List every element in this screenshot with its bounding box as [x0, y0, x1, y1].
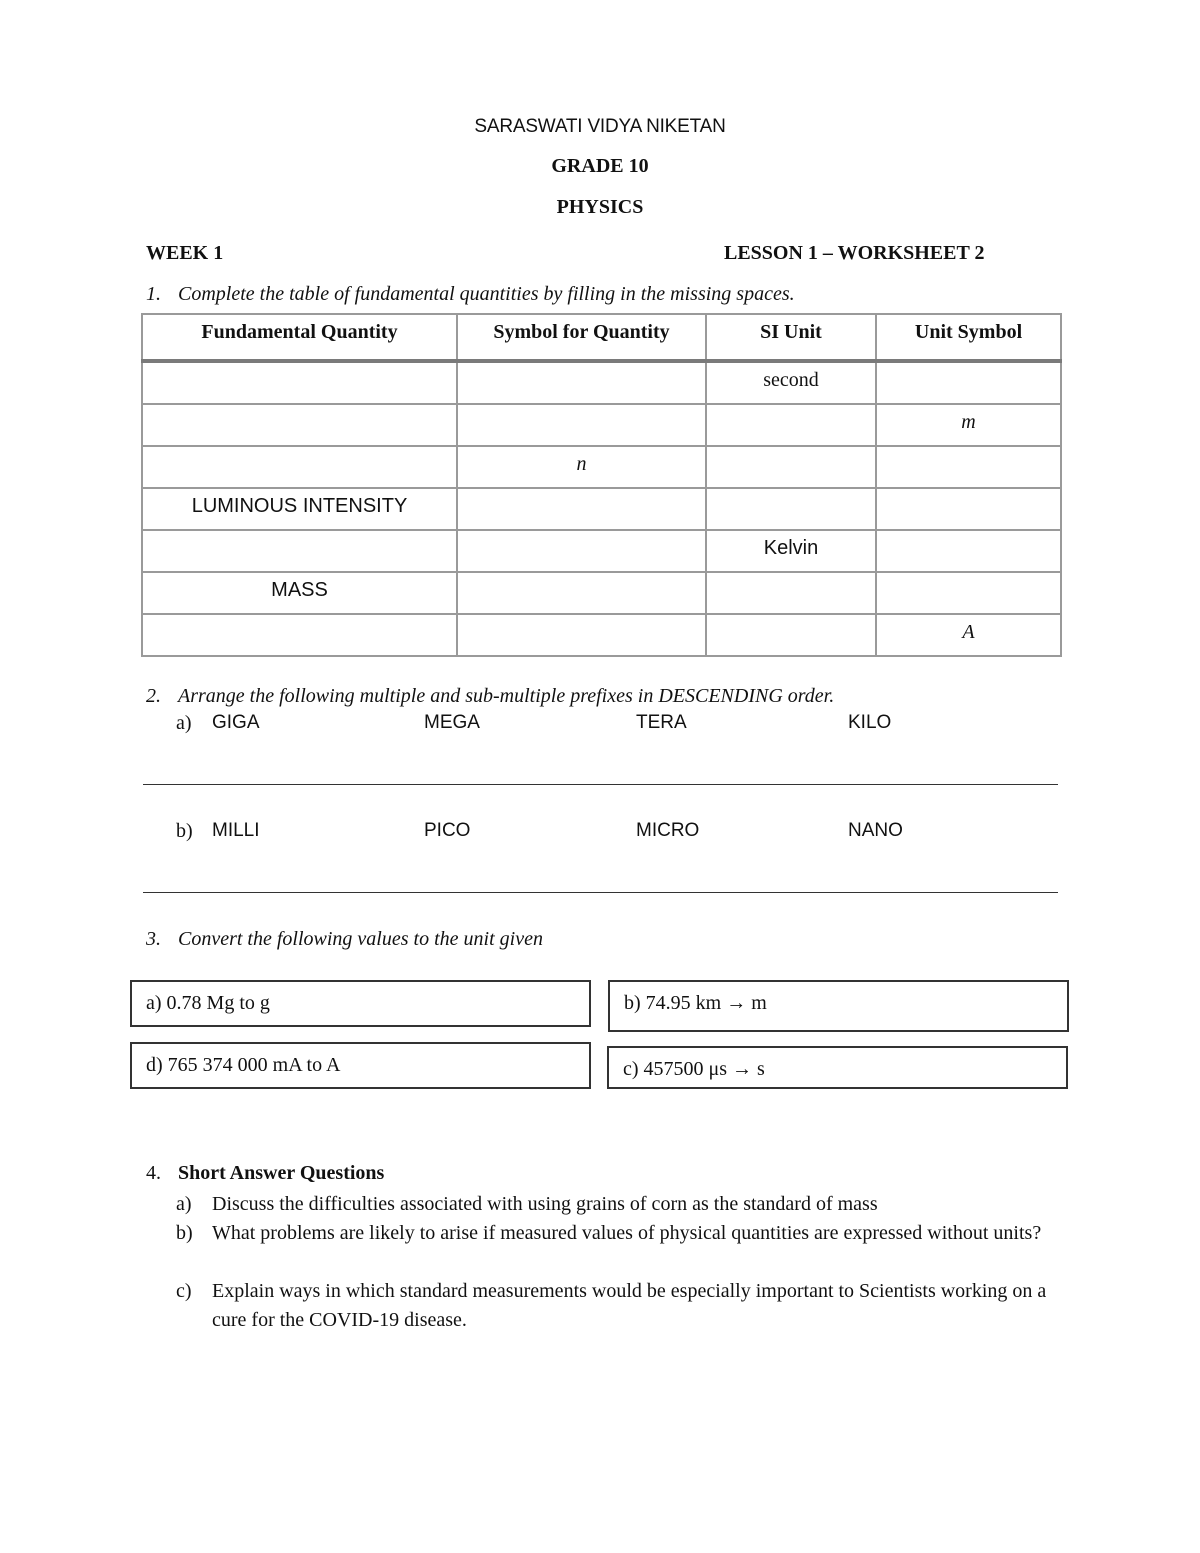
table-row: [142, 361, 1061, 404]
table-cell-input[interactable]: [876, 361, 1061, 404]
table-cell: A: [876, 614, 1061, 656]
conversion-box-b: b) 74.95 km → m: [608, 980, 1069, 1032]
header-unit-symbol: Unit Symbol: [876, 314, 1061, 361]
question-4-title: Short Answer Questions: [178, 1162, 385, 1184]
question-4-number: 4.: [146, 1162, 161, 1184]
question-3-prompt: [146, 928, 543, 951]
conversion-box-d: d) 765 374 000 mA to A: [130, 1042, 591, 1089]
header-symbol-for-quantity: Symbol for Quantity: [457, 314, 706, 361]
table-cell-input[interactable]: [142, 614, 457, 656]
table-cell: MASS: [142, 572, 457, 614]
question-2-text: Arrange the following multiple and sub-multiple prefixes in DESCENDING order.: [178, 685, 835, 707]
prefix-row-b-label: b): [176, 820, 193, 842]
table-cell-input[interactable]: [876, 488, 1061, 530]
table-cell-input[interactable]: [142, 530, 457, 572]
subject-heading: PHYSICS: [556, 196, 644, 218]
header-fundamental-quantity: Fundamental Quantity: [142, 314, 457, 361]
prefix-row-b: [0, 820, 1200, 850]
table-cell: m: [876, 404, 1061, 446]
table-cell-input[interactable]: [706, 404, 876, 446]
table-row: [142, 614, 1061, 656]
table-cell-input[interactable]: [457, 488, 706, 530]
short-answer-item: [176, 1190, 1076, 1220]
table-cell: Kelvin: [706, 530, 876, 572]
prefix-row-a: [0, 712, 1200, 742]
table-cell-input[interactable]: [457, 361, 706, 404]
prefix-item: PICO: [424, 820, 471, 841]
prefix-item: GIGA: [212, 712, 260, 733]
short-answer-text: What problems are likely to arise if measured values of physical quantities are expressed without units?: [212, 1222, 1042, 1244]
lesson-label: LESSON 1 – WORKSHEET 2: [724, 242, 985, 264]
table-cell-input[interactable]: [706, 446, 876, 488]
short-answer-label: b): [176, 1222, 193, 1244]
table-cell-input[interactable]: [706, 488, 876, 530]
fundamental-quantities-table: [141, 313, 1062, 657]
table-cell-input[interactable]: [142, 404, 457, 446]
short-answer-text: Explain ways in which standard measurements would be especially important to Scientists working on a cure for the COVID-19 disease.: [212, 1280, 1047, 1331]
prefix-row-a-label: a): [176, 712, 192, 734]
table-row: [142, 530, 1061, 572]
table-cell-input[interactable]: [876, 530, 1061, 572]
short-answer-label: c): [176, 1280, 192, 1302]
table-cell-input[interactable]: [706, 572, 876, 614]
table-cell-input[interactable]: [142, 361, 457, 404]
table-cell-input[interactable]: [706, 614, 876, 656]
grade-heading: GRADE 10: [551, 155, 649, 177]
short-answer-label: a): [176, 1193, 192, 1215]
table-cell-input[interactable]: [876, 572, 1061, 614]
table-row: [142, 572, 1061, 614]
table-cell-input[interactable]: [142, 446, 457, 488]
prefix-item: MILLI: [212, 820, 260, 841]
short-answer-item: [176, 1277, 1076, 1337]
table-row: [142, 446, 1061, 488]
question-4-heading: [146, 1162, 384, 1185]
short-answer-item: [176, 1219, 1076, 1279]
table-row: [142, 404, 1061, 446]
table-cell-input[interactable]: [457, 572, 706, 614]
prefix-item: KILO: [848, 712, 892, 733]
school-name: SARASWATI VIDYA NIKETAN: [474, 116, 726, 137]
table-cell-input[interactable]: [876, 446, 1061, 488]
answer-line-b[interactable]: [143, 892, 1058, 893]
question-3-number: 3.: [146, 928, 161, 950]
prefix-item: MEGA: [424, 712, 480, 733]
short-answer-text: Discuss the difficulties associated with using grains of corn as the standard of mass: [212, 1193, 878, 1215]
table-cell: n: [457, 446, 706, 488]
table-cell: LUMINOUS INTENSITY: [142, 488, 457, 530]
question-1-number: 1.: [146, 283, 161, 305]
table-cell-input[interactable]: [457, 530, 706, 572]
prefix-item: TERA: [636, 712, 687, 733]
conversion-box-a: a) 0.78 Mg to g: [130, 980, 591, 1027]
answer-line-a[interactable]: [143, 784, 1058, 785]
question-2-number: 2.: [146, 685, 161, 707]
question-1-text: Complete the table of fundamental quantities by filling in the missing spaces.: [178, 283, 795, 305]
table-cell-input[interactable]: [457, 614, 706, 656]
table-header-row: [142, 314, 1061, 361]
prefix-item: NANO: [848, 820, 903, 841]
conversion-box-c: c) 457500 μs → s: [607, 1046, 1068, 1089]
question-1-prompt: [146, 283, 795, 306]
table-cell: second: [706, 361, 876, 404]
table-row: [142, 488, 1061, 530]
week-label: WEEK 1: [146, 242, 224, 264]
question-3-text: Convert the following values to the unit given: [178, 928, 543, 950]
table-cell-input[interactable]: [457, 404, 706, 446]
question-2-prompt: [146, 685, 834, 708]
header-si-unit: SI Unit: [706, 314, 876, 361]
prefix-item: MICRO: [636, 820, 700, 841]
